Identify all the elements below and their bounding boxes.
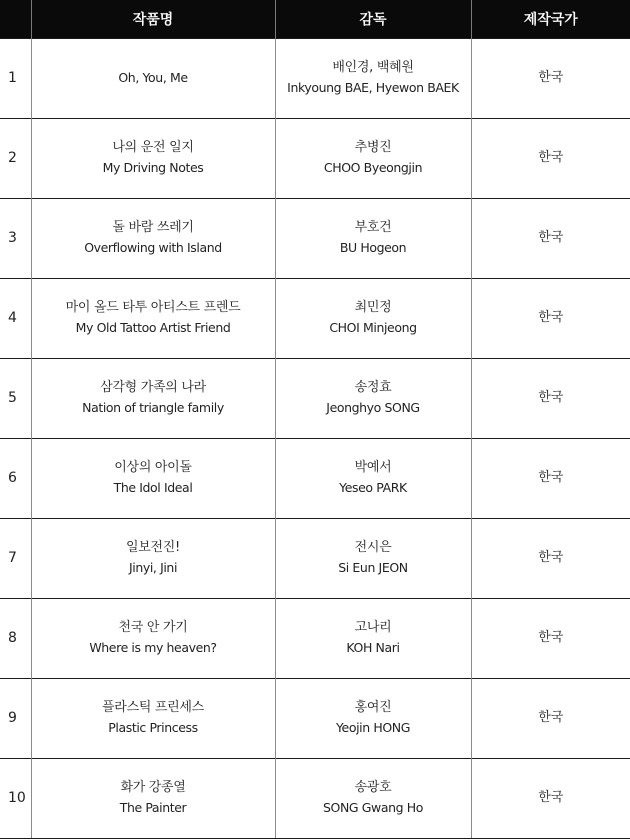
row-title-cell — [31, 758, 275, 838]
title-english: Where is my heaven? — [89, 640, 217, 655]
title-english: Plastic Princess — [108, 720, 198, 735]
title-english: My Old Tattoo Artist Friend — [75, 320, 231, 335]
table-row — [0, 38, 630, 118]
director-english: Jeonghyo SONG — [326, 400, 420, 415]
title-korean: 삼각형 가족의 나라 — [100, 380, 206, 395]
director-korean: 고나리 — [354, 620, 392, 635]
row-country: 한국 — [471, 118, 630, 198]
row-director-cell — [275, 358, 471, 438]
director-korean: 부호건 — [354, 220, 392, 235]
title-english: My Driving Notes — [102, 160, 204, 175]
row-number: 8 — [0, 598, 31, 678]
row-number: 2 — [0, 118, 31, 198]
title-korean: 마이 올드 타투 아티스트 프렌드 — [65, 300, 241, 315]
title-korean: 플라스틱 프린세스 — [102, 700, 204, 715]
director-korean: 전시은 — [354, 540, 392, 555]
title-korean: 이상의 아이돌 — [114, 460, 192, 475]
row-title-cell — [31, 438, 275, 518]
row-director-cell — [275, 198, 471, 278]
row-title-cell — [31, 38, 275, 118]
row-director-cell — [275, 758, 471, 838]
table-row — [0, 438, 630, 518]
row-number: 6 — [0, 438, 31, 518]
row-title-cell — [31, 678, 275, 758]
director-english: KOH Nari — [346, 640, 400, 655]
row-title-cell — [31, 598, 275, 678]
director-korean: 홍여진 — [354, 700, 392, 715]
table-row — [0, 598, 630, 678]
row-director-cell — [275, 438, 471, 518]
title-english: Overflowing with Island — [84, 240, 222, 255]
table-row — [0, 118, 630, 198]
title-english: Oh, You, Me — [118, 70, 188, 85]
header-title: 작품명 — [31, 0, 275, 38]
director-korean: 박예서 — [354, 460, 392, 475]
row-title-cell — [31, 198, 275, 278]
row-director-cell — [275, 518, 471, 598]
row-country: 한국 — [471, 598, 630, 678]
row-number: 7 — [0, 518, 31, 598]
header-number — [0, 0, 31, 38]
director-english: CHOO Byeongjin — [323, 160, 423, 175]
row-country: 한국 — [471, 278, 630, 358]
table-row — [0, 278, 630, 358]
title-english: Nation of triangle family — [82, 400, 224, 415]
row-number: 10 — [0, 758, 31, 838]
title-english: The Painter — [119, 800, 187, 815]
row-number: 1 — [0, 38, 31, 118]
row-country: 한국 — [471, 198, 630, 278]
director-korean: 송광호 — [354, 780, 392, 795]
row-country: 한국 — [471, 358, 630, 438]
director-english: Inkyoung BAE, Hyewon BAEK — [287, 80, 459, 95]
row-director-cell — [275, 38, 471, 118]
row-director-cell — [275, 598, 471, 678]
title-english: Jinyi, Jini — [128, 560, 178, 575]
title-korean: 일보전진! — [126, 540, 180, 555]
director-english: CHOI Minjeong — [329, 320, 417, 335]
director-korean: 최민정 — [354, 300, 392, 315]
row-country: 한국 — [471, 678, 630, 758]
row-number: 9 — [0, 678, 31, 758]
title-korean: 나의 운전 일지 — [112, 140, 194, 155]
row-number: 3 — [0, 198, 31, 278]
row-number: 4 — [0, 278, 31, 358]
table-body — [0, 38, 630, 838]
table-row — [0, 518, 630, 598]
director-korean: 추병진 — [354, 140, 392, 155]
table-row — [0, 678, 630, 758]
title-english: The Idol Ideal — [113, 480, 193, 495]
director-english: Yeojin HONG — [335, 720, 411, 735]
header-country: 제작국가 — [471, 0, 630, 38]
director-korean: 배인경, 백혜원 — [332, 60, 414, 75]
row-director-cell — [275, 278, 471, 358]
director-english: Si Eun JEON — [338, 560, 408, 575]
row-country: 한국 — [471, 518, 630, 598]
row-director-cell — [275, 678, 471, 758]
row-title-cell — [31, 518, 275, 598]
director-english: Yeseo PARK — [339, 480, 407, 495]
table-header — [0, 0, 630, 38]
director-english: SONG Gwang Ho — [322, 800, 424, 815]
table-row — [0, 758, 630, 838]
row-title-cell — [31, 278, 275, 358]
director-english: BU Hogeon — [339, 240, 407, 255]
row-title-cell — [31, 358, 275, 438]
director-korean: 송정효 — [354, 380, 392, 395]
title-korean: 화가 강종열 — [120, 780, 186, 795]
row-director-cell — [275, 118, 471, 198]
header-row — [0, 0, 630, 38]
header-director: 감독 — [275, 0, 471, 38]
table-row — [0, 358, 630, 438]
row-country: 한국 — [471, 438, 630, 518]
table-row — [0, 198, 630, 278]
row-title-cell — [31, 118, 275, 198]
row-number: 5 — [0, 358, 31, 438]
row-country: 한국 — [471, 38, 630, 118]
title-korean: 돌 바람 쓰레기 — [112, 220, 194, 235]
row-country: 한국 — [471, 758, 630, 838]
title-korean: 천국 안 가기 — [118, 620, 188, 635]
